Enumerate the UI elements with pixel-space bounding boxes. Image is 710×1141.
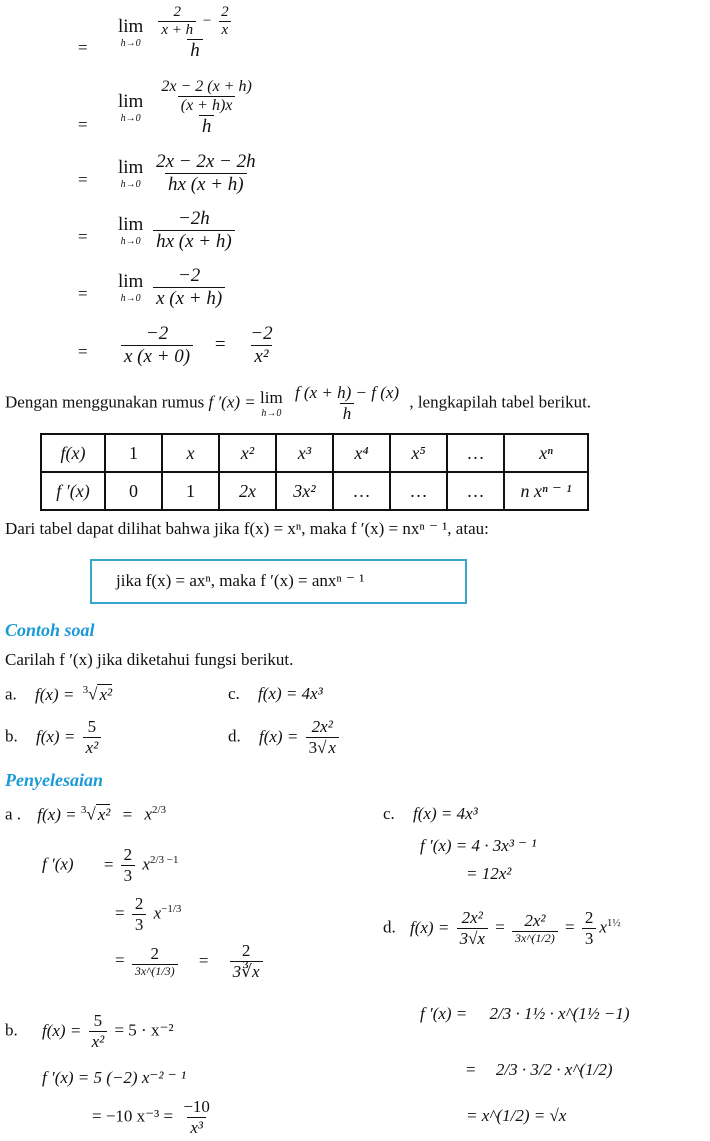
solution-d-line4: = x^(1/2) = √x [466,1106,567,1125]
table-cell: … [447,434,504,472]
solution-b-line2: f ′(x) = 5 (−2) x⁻² ⁻ ¹ [42,1068,187,1087]
table-cell: xⁿ [504,434,588,472]
table-cell: … [447,472,504,510]
table-cell: 1 [105,434,162,472]
eq-sign: = [78,342,88,361]
penyelesaian-title: Penyelesaian [5,770,103,790]
table-cell: … [333,472,390,510]
solution-b-line1: b. f(x) = $\frac{5}{\text{x²}}$ = 5 · x⁻² [5,1011,174,1051]
rule-box [90,559,467,604]
table-cell: f(x) [41,434,105,472]
solution-d-line1: d. f(x) = $\frac{\text{2x²}}{3√x}$ = $\frac{\text{2x²}}{3x\^{}(1/2)}$ = $\frac{2}{3}$ $x^{1\frac{1}{2}}$ [383,908,621,948]
intro-sentence: Dengan menggunakan rumus f ′(x) = lim h→0 $\frac{f (x + h) - f (x)}{h}$ , lengkapilah tabel berikut. [5,383,592,423]
contoh-intro: Carilah f ′(x) jika diketahui fungsi berikut. [5,650,294,669]
derivative-table [40,433,589,511]
solution-c-line3: = 12x² [466,864,512,883]
limit-step-5: lim h→0 $\frac{-2}{x (x + h)}$ [118,266,228,310]
table-cell: … [390,472,447,510]
table-cell: x² [219,434,276,472]
eq-sign: = [78,170,88,189]
solution-d-line2: f ′(x) = 2/3 · 1½ · x^(1½ −1) [420,1004,630,1023]
solution-d-line3: = 2/3 · 3/2 · x^(1/2) [466,1060,613,1079]
table-row [41,472,588,510]
eq-sign: = [78,115,88,134]
solution-c-line2: f ′(x) = 4 · 3x³ ⁻ ¹ [420,836,537,855]
table-cell: 1 [162,472,219,510]
eq-sign: = [78,227,88,246]
table-cell: x³ [276,434,333,472]
problem-d: d. f(x) = $\frac{\text{2x²}}{3√ x}$ [228,718,342,757]
limit-step-2: lim h→0 $\frac{\frac{2x - 2 (x + h)}{(x + h)x}}{h}$ [118,78,252,137]
eq-sign: = [78,38,88,57]
solution-c-line1: c. f(x) = 4x³ [383,804,478,823]
observation-text: Dari tabel dapat dilihat bahwa jika f(x) = xⁿ, maka f ′(x) = nxⁿ ⁻ ¹, atau: [5,519,489,538]
eq-sign: = [78,284,88,303]
limit-step-1: lim h→0 $\frac{2}{x + h}$ − $\frac{2}{x}$ h [118,4,241,62]
solution-a-line4: = $\frac{2}{3x\^{}(1/3)}$ = $\frac{2}{3∛x}$ [115,942,266,981]
limit-step-4: lim h→0 $\frac{-2h}{hx (x + h)}$ [118,209,238,253]
table-cell: x [162,434,219,472]
table-cell: x⁴ [333,434,390,472]
table-cell: f ′(x) [41,472,105,510]
problem-b: b. f(x) = $\frac{5}{\text{x²}}$ [5,718,104,757]
limit-step-6: $\frac{-2}{x (x + 0)}$ = $\frac{-2}{\text{x²}}$ [118,324,279,368]
solution-b-line3: = −10 x⁻³ = $\frac{-10}{\text{x³}}$ [92,1097,210,1137]
table-row [41,434,588,472]
rule-text: jika f(x) = axⁿ, maka f ′(x) = anxⁿ ⁻ ¹ [116,571,365,590]
solution-a-line3: = $\frac{2}{3}$ $x^{-1/3}$ [115,894,182,934]
contoh-soal-title: Contoh soal [5,620,95,640]
table-cell: 2x [219,472,276,510]
table-cell: n xⁿ ⁻ ¹ [504,472,588,510]
table-cell: x⁵ [390,434,447,472]
problem-a: a. f(x) = $^3$√ x² [5,684,113,704]
solution-a-line1: a . f(x) = $^3$√ $x^2 = x^{2/3}$ [5,804,167,824]
problem-c: c. f(x) = 4x³ [228,684,323,703]
solution-a-line2: f ′(x) = $\frac{2}{3}$ $x^{2/3 -1}$ [42,845,179,885]
table-cell: 3x² [276,472,333,510]
table-cell: 0 [105,472,162,510]
limit-step-3: lim h→0 $\frac{2x - 2x - 2h}{hx (x + h)}$ [118,151,256,195]
